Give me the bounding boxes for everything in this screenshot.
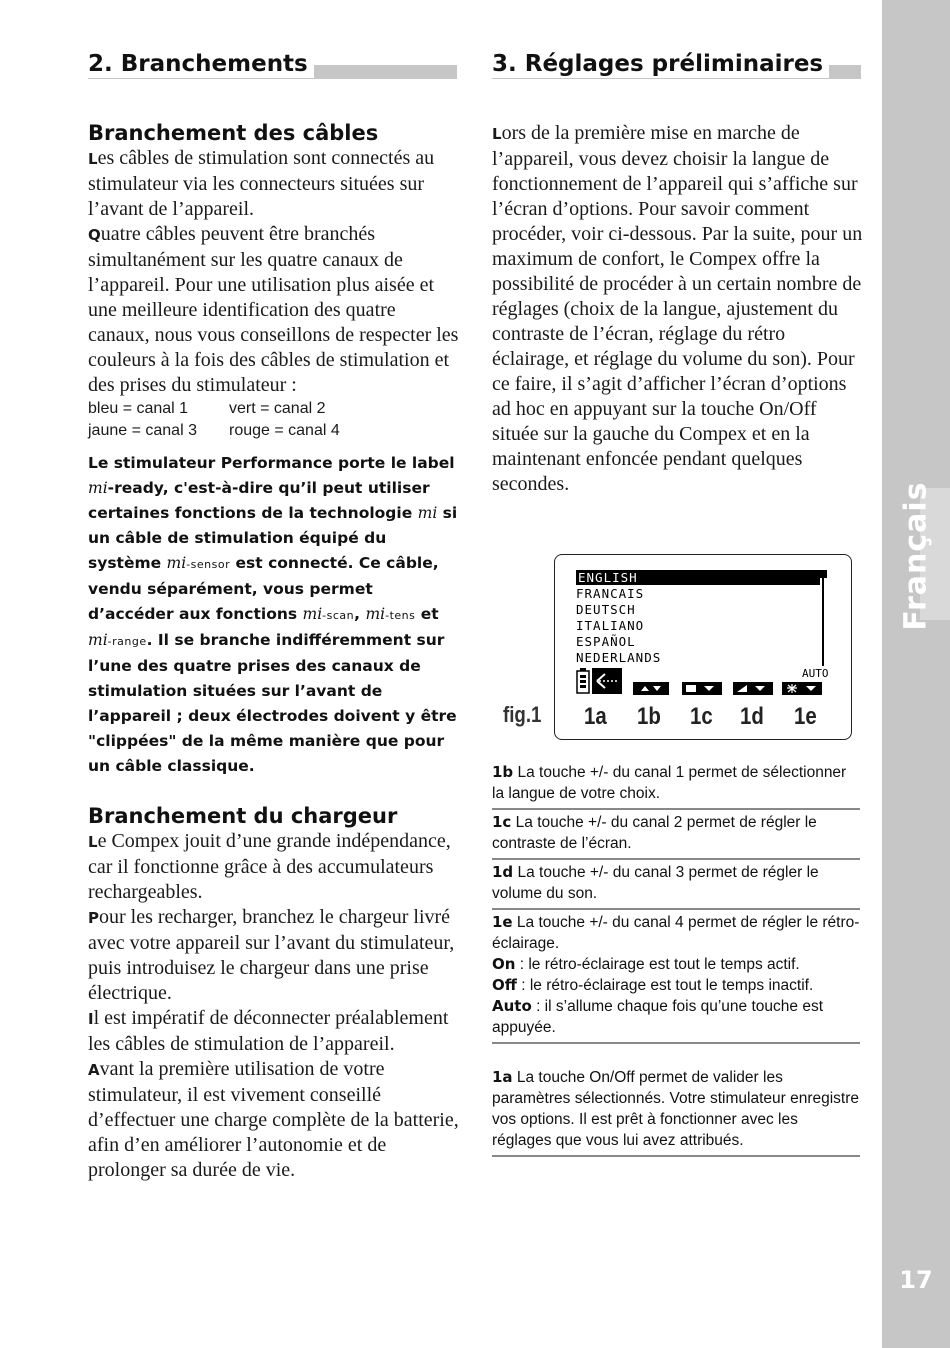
description-text: La touche On/Off permet de valider les paramètres sélectionnés. Votre stimulateur enregistre vos options. Il est prêt à fonctionner avec les réglages que vous lui avez attribués. [492,1069,860,1149]
key-label-1a: 1a [584,703,607,730]
key-label-1e: 1e [794,703,817,730]
dropcap: A [88,1061,100,1079]
scrollbar-thumb [819,570,827,578]
menu-item-italiano: ITALIANO [576,618,645,633]
description-1d [492,862,860,910]
mi-logo: mi [302,605,323,623]
text: et [415,605,439,623]
description-text: : le rétro-éclairage est tout le temps actif. [515,956,800,973]
description-1b [492,762,860,810]
mi-logo: mi [166,554,187,572]
volume-key-icon [733,682,773,695]
mi-logo: mi [88,631,108,649]
color-canal-3: jaune = canal 3 [88,422,197,439]
paragraph-text: l est impératif de déconnecter préalablement les câbles de stimulation de l’appareil. [88,1007,449,1055]
dropcap: L [492,125,502,143]
mi-logo: mi [417,504,438,522]
description-1c [492,812,860,860]
color-canal-2: vert = canal 2 [229,400,326,417]
paragraph-text: vant la première utilisation de votre stimulateur, il est vivement conseillé d’effectuer une charge complète de la batterie, afin d’en améliorer l’autonomie et de prolonger sa durée de vie. [88,1058,459,1181]
mi-logo: mi [365,605,386,623]
dropcap: L [88,150,98,168]
charger-paragraph-2 [88,905,460,1006]
paragraph-text: ors de la première mise en marche de l’appareil, vous devez choisir la langue de fonctionnement de l’appareil qui s’affiche sur l’écran d’options. Pour savoir comment procéder, voir ci-dessous. Par la suite, pour un maximum de confort, le Compex offre la possibilité de procéder à un certain nombre de réglages (choix de la langue, ajustement du contraste de l’écran, réglage du rétro éclairage, et réglage du volume du son). Pour ce faire, il s’agit d’afficher l’écran d’options ad hoc en appuyant sur la touche On/Off située sur la gauche du Compex et en la maintenant enfoncée pendant quelques secondes. [492,122,863,495]
menu-item-english: ENGLISH [576,570,820,585]
dropcap: I [88,1010,94,1028]
figure-label: fig.1 [503,702,542,727]
section-3-title: 3. Réglages préliminaires [492,50,829,78]
settings-paragraph [492,121,864,497]
language-sidebar [882,0,950,1348]
option-auto: Auto [492,997,532,1015]
scan-label: -scan [322,609,355,622]
language-key-icon [633,682,669,695]
paragraph-text: e Compex jouit d’une grande indépendance, car il fonctionne grâce à des accumulateurs rechargeables. [88,830,451,903]
description-text: : le rétro-éclairage est tout le temps inactif. [516,977,814,994]
ready-label: -ready [107,479,163,497]
mi-ready-paragraph [88,451,460,779]
key-label-1d: 1d [740,703,764,730]
menu-item-nederlands: NEDERLANDS [576,650,662,665]
scrollbar-track [822,570,824,666]
color-canal-1: bleu = canal 1 [88,400,189,417]
option-on: On [492,955,516,973]
menu-item-deutsch: DEUTSCH [576,602,636,617]
backlight-key-icon [782,682,822,695]
menu-item-espanol: ESPAÑOL [576,634,636,649]
description-text: La touche +/- du canal 3 permet de régler le volume du son. [492,864,819,902]
lcd-display [572,564,834,700]
cable-color-list [88,398,460,442]
key-ref: 1c [492,813,512,831]
color-canal-4: rouge = canal 4 [229,422,340,439]
key-ref: 1a [492,1068,513,1086]
key-label-1c: 1c [690,703,713,730]
paragraph-text: es câbles de stimulation sont connectés au stimulateur via les connecteurs situées sur l’avant de l’appareil. [88,147,435,220]
option-off: Off [492,976,517,994]
menu-item-francais: FRANCAIS [576,586,645,601]
section-3-header [492,50,861,84]
auto-indicator: AUTO [802,667,829,680]
charger-paragraph-3 [88,1006,460,1057]
description-text: : il s’allume chaque fois qu’une touche est appuyée. [492,998,823,1036]
description-1e [492,912,860,1044]
mi-logo: mi [88,479,108,497]
charger-paragraph-1 [88,829,460,905]
charger-paragraph-4 [88,1057,460,1183]
sensor-label: -sensor [186,558,231,571]
section-2-header [88,50,457,84]
text: est connecté. Ce câble, vendu séparément, vous permet d’accéder aux fonctions [88,554,439,623]
text: Le stimulateur Performance porte le label [88,454,455,472]
description-1a [492,1067,860,1157]
section-2-title: 2. Branchements [88,50,314,78]
cables-paragraph-1 [88,146,460,222]
tens-label: -tens [385,609,416,622]
key-ref: 1d [492,863,514,881]
cables-heading: Branchement des câbles [88,121,379,145]
description-text: La touche +/- du canal 2 permet de régler le contraste de l’écran. [492,814,817,852]
dropcap: L [88,833,98,851]
right-column [492,121,864,497]
paragraph-text: our les recharger, branchez le chargeur livré avec votre appareil sur l’avant du stimulateur, puis introduisez le chargeur dans une prise électrique. [88,906,455,1004]
key-label-1b: 1b [637,703,661,730]
dropcap: Q [88,226,101,244]
contrast-key-icon [682,682,722,695]
back-arrow-icon [592,668,622,694]
page-number: 17 [899,1266,933,1294]
dropcap: P [88,909,99,927]
range-label: -range [107,635,147,648]
text: , c'est-à-dire qu’il peut utiliser certaines fonctions de la technologie [88,479,430,522]
key-ref: 1e [492,913,513,931]
battery-icon [576,668,590,694]
cables-paragraph-2 [88,222,460,398]
description-text: La touche +/- du canal 1 permet de sélectionner la langue de votre choix. [492,764,847,802]
language-tab-label: Français [898,481,934,631]
key-ref: 1b [492,763,514,781]
description-text: La touche +/- du canal 4 permet de régler le rétro-éclairage. [492,914,860,952]
paragraph-text: uatre câbles peuvent être branchés simultanément sur les quatre canaux de l’appareil. Pour une utilisation plus aisée et une meilleure identification des quatre canaux, nous vous conseillons de respecter les couleurs à la fois des câbles de stimulation et des prises du stimulateur : [88,223,459,396]
charger-heading: Branchement du chargeur [88,804,398,828]
device-screen-figure [554,554,852,740]
left-column [88,120,460,1183]
text: . Il se branche indifféremment sur l’une des quatre prises des canaux de stimulation situées sur l’avant de l’appareil ; deux électrodes doivent y être "clippées" de la même manière que pour un câble classique. [88,631,457,775]
text: si un câble de stimulation équipé du système [88,504,458,572]
text: , [354,605,366,623]
